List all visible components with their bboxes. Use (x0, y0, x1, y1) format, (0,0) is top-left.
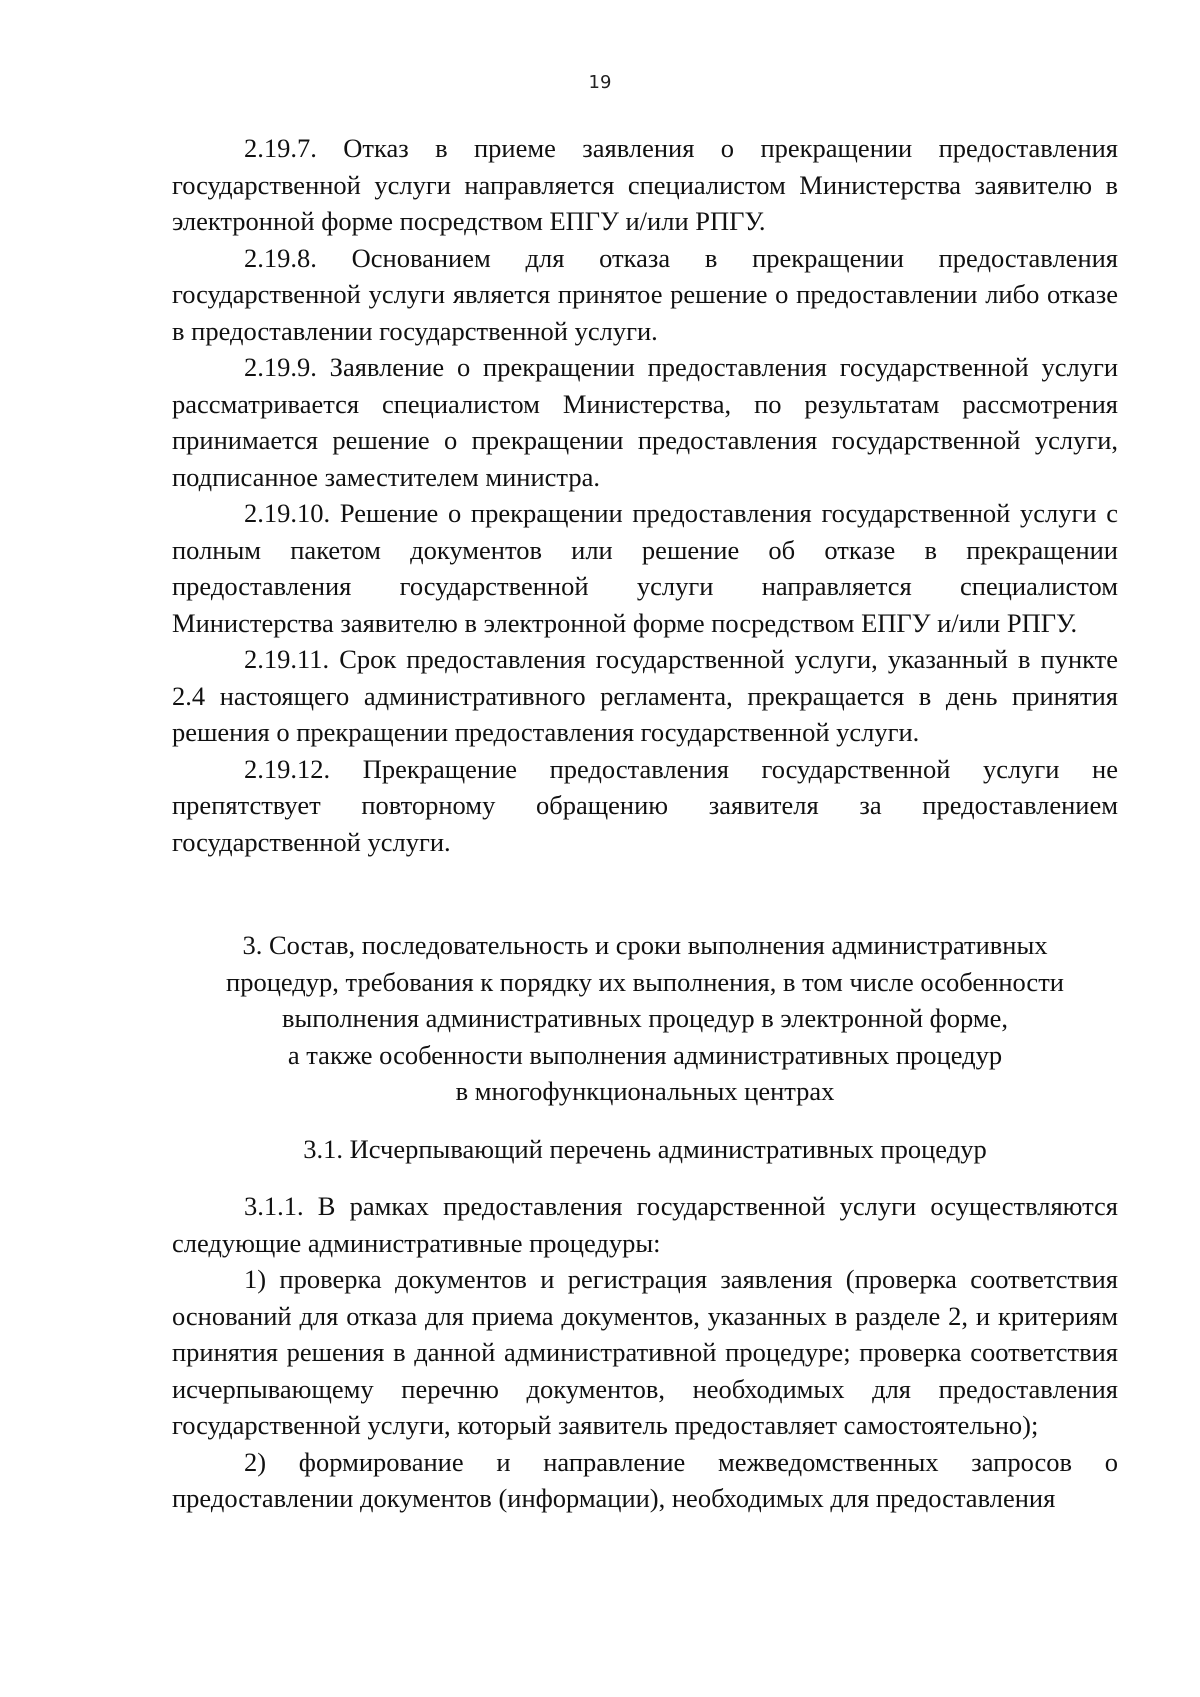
list-item-2: 2) формирование и направление межведомственных запросов о предоставлении документов (информации), необходимых для предоставления (172, 1446, 1118, 1513)
paragraph-2-19-11: 2.19.11. Срок предоставления государственной услуги, указанный в пункте 2.4 настоящего административного регламента, прекращается в день принятия решения о прекращении предоставления государственной услуги. (172, 644, 1118, 747)
paragraph-2-19-8: 2.19.8. Основанием для отказа в прекращении предоставления государственной услуги является принятое решение о предоставлении либо отказе в предоставлении государственной услуги. (172, 242, 1118, 346)
section-heading (172, 927, 1118, 1110)
paragraph-2-19-7: 2.19.7. Отказ в приеме заявления о прекращении предоставления государственной услуги направляется специалистом Министерства заявителю в электронной форме посредством ЕПГУ и/или РПГУ. (172, 133, 1118, 236)
section-heading-line: выполнения административных процедур в электронной форме, (281, 1003, 1009, 1033)
paragraph-2-19-9: 2.19.9. Заявление о прекращении предоставления государственной услуги рассматривается специалистом Министерства, по результатам рассмотрения принимается решение о прекращении предоставления государственной услуги, подписанное заместителем министра. (172, 352, 1118, 492)
section-heading-line: в многофункциональных центрах (455, 1076, 835, 1106)
document-body (172, 130, 1118, 1517)
page-number: 19 (588, 72, 612, 93)
paragraph-3-1-1: 3.1.1. В рамках предоставления государственной услуги осуществляются следующие административные процедуры: (172, 1191, 1118, 1258)
section-heading-line: 3. Состав, последовательность и сроки выполнения административных (242, 930, 1048, 960)
section-heading-line: процедур, требования к порядку их выполнения, в том числе особенности (226, 966, 1064, 997)
section-heading-line: а также особенности выполнения административных процедур (287, 1039, 1003, 1070)
subsection-heading: 3.1. Исчерпывающий перечень административных процедур (303, 1133, 987, 1164)
paragraph-2-19-10: 2.19.10. Решение о прекращении предоставления государственной услуги с полным пакетом документов или решение об отказе в прекращении предоставления государственной услуги направляется специалистом Министерства заявителю в электронной форме посредством ЕПГУ и/или РПГУ. (172, 498, 1118, 638)
list-item-1: 1) проверка документов и регистрация заявления (проверка соответствия оснований для отказа для приема документов, указанных в разделе 2, и критериям принятия решения в данной административной процедуре; проверка соответствия исчерпывающему перечню документов, необходимых для предоставления государственной услуги, который заявитель предоставляет самостоятельно); (172, 1264, 1118, 1440)
paragraph-2-19-12: 2.19.12. Прекращение предоставления государственной услуги не препятствует повторному обращению заявителя за предоставлением государственной услуги. (172, 753, 1118, 857)
